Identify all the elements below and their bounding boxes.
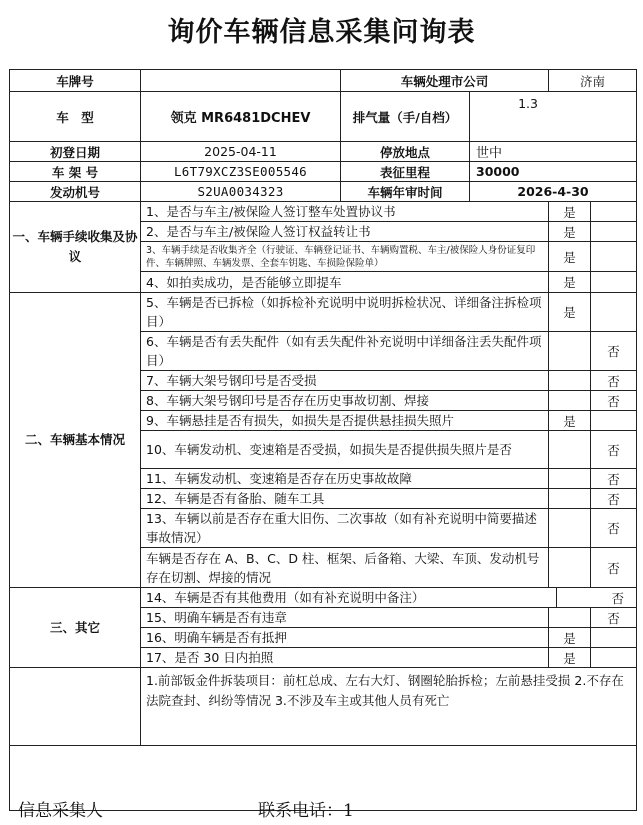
question-1: 1、是否与车主/被保险人签订整车处置协议书 [141, 202, 549, 222]
question-11: 11、车辆发动机、变速箱是否存在历史事故故障 [141, 469, 549, 489]
question-7: 7、车辆大架号钢印号是否受损 [141, 371, 549, 391]
plate-value[interactable] [141, 70, 341, 92]
answer-5-no[interactable] [591, 293, 637, 332]
mileage-label: 表征里程 [341, 162, 470, 182]
reg-date-label: 初登日期 [10, 142, 141, 162]
question-12: 12、车辆是否有备胎、随车工具 [141, 489, 549, 509]
section-1-label: 一、车辆手续收集及协议 [10, 202, 141, 293]
answer-11-yes[interactable] [549, 469, 591, 489]
page-title: 询价车辆信息采集问询表 [167, 17, 476, 48]
section-3-label: 三、其它 [10, 588, 141, 668]
answer-4-no[interactable] [591, 272, 637, 293]
phone-label: 联系电话：1 [258, 801, 354, 821]
answer-3-yes[interactable]: 是 [549, 242, 591, 272]
company-value[interactable]: 济南 [549, 70, 637, 92]
collector-label: 信息采集人 [18, 801, 103, 821]
mileage-value[interactable]: 30000 [470, 162, 637, 182]
question-9: 9、车辆悬挂是否有损失，如损失是否提供悬挂损失照片 [141, 411, 549, 431]
question-3: 3、车辆手续是否收集齐全（行驶证、车辆登记证书、车辆购置税、车主/被保险人身份证复印件、车辆牌照、车辆发票、全套车钥匙、车损险保险单） [141, 242, 549, 272]
model-label: 车 型 [10, 92, 141, 142]
answer-9-yes[interactable]: 是 [549, 411, 591, 431]
answer-13-yes[interactable] [549, 509, 591, 548]
model-value[interactable]: 领克 MR6481DCHEV [141, 92, 341, 142]
reg-date-value[interactable]: 2025-04-11 [141, 142, 341, 162]
answer-16-yes[interactable]: 是 [549, 628, 591, 648]
question-14: 14、车辆是否有其他费用（如有补充说明中备注） [141, 588, 557, 608]
answer-11-no[interactable]: 否 [591, 469, 637, 489]
info-table [9, 69, 637, 811]
engine-label: 发动机号 [10, 182, 141, 202]
question-6: 6、车辆是否有丢失配件（如有丢失配件补充说明中详细备注丢失配件项目） [141, 332, 549, 371]
question-2: 2、是否与车主/被保险人签订权益转让书 [141, 222, 549, 242]
answer-3-no[interactable] [591, 242, 637, 272]
answer-4-yes[interactable]: 是 [549, 272, 591, 293]
answer-6-no[interactable]: 否 [591, 332, 637, 371]
displacement-label: 排气量（手/自档） [341, 92, 470, 142]
section-2-label: 二、车辆基本情况 [10, 293, 141, 588]
answer-15-yes[interactable] [549, 608, 591, 628]
question-13: 13、车辆以前是否存在重大旧伤、二次事故（如有补充说明中简要描述事故情况） [141, 509, 549, 548]
displacement-value[interactable]: 1.3 [470, 92, 637, 142]
parking-value[interactable]: 世中 [470, 142, 637, 162]
answer-13-no[interactable]: 否 [591, 509, 637, 548]
answer-12-no[interactable]: 否 [591, 489, 637, 509]
vin-label: 车 架 号 [10, 162, 141, 182]
plate-label: 车牌号 [10, 70, 141, 92]
question-15: 15、明确车辆是否有违章 [141, 608, 549, 628]
answer-9-no[interactable] [591, 411, 637, 431]
answer-7-no[interactable]: 否 [591, 371, 637, 391]
inspection-label: 车辆年审时间 [341, 182, 470, 202]
answer-5-yes[interactable]: 是 [549, 293, 591, 332]
question-13b: 车辆是否存在 A、B、C、D 柱、框架、后备箱、大梁、车顶、发动机号存在切割、焊接的情况 [141, 548, 549, 588]
answer-12-yes[interactable] [549, 489, 591, 509]
answer-2-no[interactable] [591, 222, 637, 242]
answer-1-yes[interactable]: 是 [549, 202, 591, 222]
answer-13b-yes[interactable] [549, 548, 591, 588]
answer-16-no[interactable] [591, 628, 637, 648]
question-16: 16、明确车辆是否有抵押 [141, 628, 549, 648]
answer-8-no[interactable]: 否 [591, 391, 637, 411]
answer-7-yes[interactable] [549, 371, 591, 391]
inspection-value[interactable]: 2026-4-30 [470, 182, 637, 202]
question-5: 5、车辆是否已拆检（如拆检补充说明中说明拆检状况、详细备注拆检项目） [141, 293, 549, 332]
answer-17-yes[interactable]: 是 [549, 648, 591, 668]
company-label: 车辆处理市公司 [341, 70, 549, 92]
answer-8-yes[interactable] [549, 391, 591, 411]
answer-6-yes[interactable] [549, 332, 591, 371]
answer-10-no[interactable]: 否 [591, 431, 637, 469]
answer-1-no[interactable] [591, 202, 637, 222]
question-4: 4、如拍卖成功，是否能够立即提车 [141, 272, 549, 293]
supplementary-notes[interactable]: 1.前部钣金件拆装项目：前杠总成、左右大灯、钢圈轮胎拆检；左前悬挂受损 2.不存在法院查封、纠纷等情况 3.不涉及车主或其他人员有死亡 [141, 668, 637, 746]
answer-15-no[interactable]: 否 [591, 608, 637, 628]
answer-13b-no[interactable]: 否 [591, 548, 637, 588]
engine-value[interactable]: S2UA0034323 [141, 182, 341, 202]
notes-label-cell [10, 668, 141, 746]
answer-2-yes[interactable]: 是 [549, 222, 591, 242]
answer-10-yes[interactable] [549, 431, 591, 469]
question-10: 10、车辆发动机、变速箱是否受损，如损失是否提供损失照片是否 [141, 431, 549, 469]
question-8: 8、车辆大架号钢印号是否存在历史事故切割、焊接 [141, 391, 549, 411]
question-17: 17、是否 30 日内拍照 [141, 648, 549, 668]
parking-label: 停放地点 [341, 142, 470, 162]
answer-17-no[interactable] [591, 648, 637, 668]
answer-14-no[interactable]: 否 [557, 588, 637, 608]
vin-value[interactable]: L6T79XCZ3SE005546 [141, 162, 341, 182]
